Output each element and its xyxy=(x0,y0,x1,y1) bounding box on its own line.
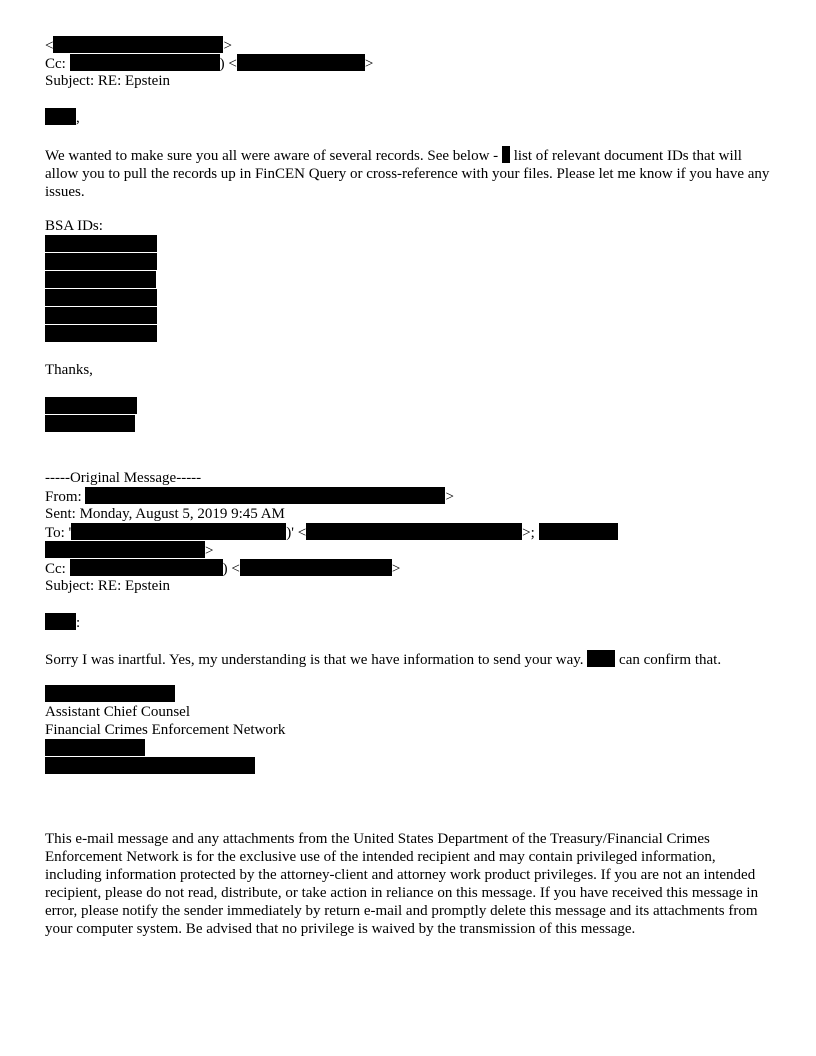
redaction-block xyxy=(587,650,615,667)
sign-off: Thanks, xyxy=(45,362,93,378)
redaction-block xyxy=(71,523,286,540)
subject-line: Subject: RE: Epstein xyxy=(45,73,170,89)
redaction-block xyxy=(70,54,220,71)
redaction-block xyxy=(70,559,223,576)
to-line xyxy=(45,523,618,542)
redaction-block xyxy=(240,559,392,576)
redaction-block xyxy=(306,523,522,540)
signature-title: Assistant Chief Counsel xyxy=(45,704,190,720)
signature-organization: Financial Crimes Enforcement Network xyxy=(45,722,286,738)
redaction-block xyxy=(45,757,255,774)
from-close: > xyxy=(445,489,454,505)
redaction-block xyxy=(53,36,223,53)
redaction-block xyxy=(45,613,76,630)
to-separator: >; xyxy=(522,525,535,541)
cc-line xyxy=(45,559,400,578)
angle-close: > xyxy=(223,38,232,54)
original-body xyxy=(45,650,721,669)
body-text: can confirm that. xyxy=(619,652,722,668)
body-text: Sorry I was inartful. Yes, my understanding is that we have information to send your way. xyxy=(45,652,584,668)
redaction-block xyxy=(45,685,175,702)
redaction-block xyxy=(45,739,145,756)
subject-line: Subject: RE: Epstein xyxy=(45,578,170,594)
to-label: To: ' xyxy=(45,525,72,541)
original-message-divider: -----Original Message----- xyxy=(45,470,202,486)
redaction-block xyxy=(539,523,618,540)
to-separator: )' < xyxy=(286,525,307,541)
cc-close: > xyxy=(391,561,401,577)
greeting-line xyxy=(45,613,80,632)
recipient-line xyxy=(45,36,232,55)
cc-label: Cc: xyxy=(45,561,66,577)
reply-body xyxy=(45,146,773,201)
greeting-punct: : xyxy=(76,615,81,631)
redaction-block xyxy=(85,487,445,504)
redaction-block xyxy=(45,271,156,288)
redaction-block xyxy=(45,307,157,324)
legal-disclaimer: This e-mail message and any attachments from the United States Department of the Treasury/Financial Crimes Enforcement Network is for the exclusive use of the intended recipient and may contain privileged information, including information protected by the attorney-client and attorney work product privileges. If you are not an intended recipient, please do not read, distribute, or take action in reliance on this message. If you have received this message in error, please notify the sender immediately by return e-mail and promptly delete this message and its attachments from your computer system. Be advised that no privilege is waived by the transmission of this message. xyxy=(45,831,759,937)
redaction-block xyxy=(45,235,157,252)
redaction-block xyxy=(45,397,137,414)
cc-label: Cc: xyxy=(45,56,66,72)
cc-separator: ) < xyxy=(219,56,237,72)
to-close: > xyxy=(205,543,214,559)
redaction-block xyxy=(45,415,135,432)
redaction-block xyxy=(45,253,157,270)
redaction-block xyxy=(45,541,205,558)
body-text: We wanted to make sure you all were aware of several records. See below - xyxy=(45,148,499,164)
angle-open: < xyxy=(45,38,54,54)
greeting-line xyxy=(45,108,80,127)
to-line-continued xyxy=(45,541,213,560)
from-label: From: xyxy=(45,489,82,505)
cc-line xyxy=(45,54,373,73)
redaction-block xyxy=(45,325,157,342)
cc-close: > xyxy=(364,56,374,72)
redaction-block xyxy=(45,108,76,125)
sent-line: Sent: Monday, August 5, 2019 9:45 AM xyxy=(45,506,285,522)
redaction-block xyxy=(502,146,510,163)
greeting-punct: , xyxy=(76,110,80,126)
body-text: list of relevant document IDs that will allow you to pull the records up in FinCEN Query or cross-reference with your files. Please let me know if you have any issues. xyxy=(45,148,770,200)
cc-separator: ) < xyxy=(222,561,240,577)
bsa-label: BSA IDs: xyxy=(45,218,103,234)
redaction-block xyxy=(237,54,365,71)
from-line xyxy=(45,487,454,506)
redaction-block xyxy=(45,289,157,306)
